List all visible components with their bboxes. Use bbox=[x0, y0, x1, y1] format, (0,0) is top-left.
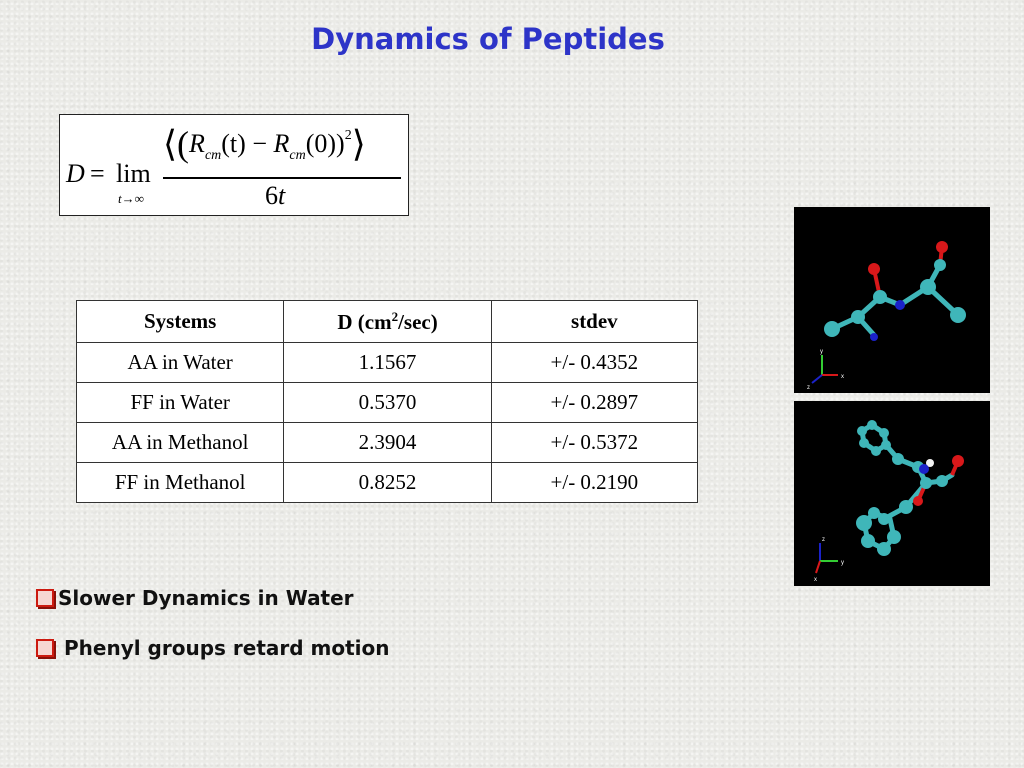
molecule-image-aa bbox=[794, 207, 990, 393]
formula-lhs: D bbox=[66, 159, 85, 188]
formula-t-arg: (t) bbox=[221, 129, 246, 158]
table-row bbox=[77, 343, 698, 383]
cell-d: 0.8252 bbox=[284, 463, 491, 503]
table-row bbox=[77, 463, 698, 503]
molecule-image-ff bbox=[794, 401, 990, 586]
formula-lim: lim bbox=[116, 159, 151, 188]
formula-fraction-bar bbox=[163, 177, 401, 179]
bullet-text: Slower Dynamics in Water bbox=[58, 586, 354, 610]
cell-stdev: +/- 0.4352 bbox=[491, 343, 697, 383]
formula-minus: − bbox=[245, 129, 274, 158]
axis-label-y-1: y bbox=[820, 349, 823, 355]
formula-numerator bbox=[163, 119, 366, 164]
formula-r1: R bbox=[189, 129, 205, 158]
bullet-text: Phenyl groups retard motion bbox=[64, 636, 390, 660]
checkbox-icon bbox=[36, 589, 54, 607]
axis-label-x-2: x bbox=[814, 577, 817, 583]
bullet-item bbox=[36, 636, 390, 660]
formula-denominator bbox=[265, 181, 285, 211]
header-d-sup: 2 bbox=[391, 308, 399, 324]
formula-r2: R bbox=[273, 129, 290, 158]
cell-d: 0.5370 bbox=[284, 383, 491, 423]
checkbox-icon bbox=[36, 639, 54, 657]
table-header-row bbox=[77, 301, 698, 343]
molecule-aa-render bbox=[794, 207, 990, 393]
diffusion-table bbox=[76, 300, 698, 503]
formula-sub1: cm bbox=[204, 148, 222, 163]
bullet-item bbox=[36, 586, 354, 610]
header-stdev: stdev bbox=[491, 301, 697, 343]
cell-system: FF in Water bbox=[77, 383, 284, 423]
formula-lim-subscript: t→∞ bbox=[118, 191, 144, 206]
table-row bbox=[77, 423, 698, 463]
cell-system: FF in Methanol bbox=[77, 463, 284, 503]
cell-stdev: +/- 0.2190 bbox=[491, 463, 697, 503]
diffusion-formula bbox=[59, 114, 409, 216]
formula-power: 2 bbox=[344, 128, 352, 143]
formula-sub2: cm bbox=[289, 148, 306, 163]
cell-system: AA in Water bbox=[77, 343, 284, 383]
header-d-post: /sec) bbox=[398, 309, 438, 334]
cell-stdev: +/- 0.2897 bbox=[491, 383, 697, 423]
cell-stdev: +/- 0.5372 bbox=[491, 423, 697, 463]
table-row bbox=[77, 383, 698, 423]
formula-den-num: 6 bbox=[265, 181, 278, 210]
axis-label-z-1: z bbox=[807, 385, 810, 391]
formula-zero-arg: (0)) bbox=[305, 129, 345, 158]
axis-label-x-1: x bbox=[841, 374, 844, 380]
header-d bbox=[284, 301, 491, 343]
formula-equals: = bbox=[90, 159, 105, 188]
formula-close-bracket: ⟩ bbox=[351, 124, 366, 164]
formula-den-var: t bbox=[278, 181, 286, 210]
cell-d: 2.3904 bbox=[284, 423, 491, 463]
formula-open-bracket: ⟨( bbox=[163, 124, 190, 164]
molecule-ff-render bbox=[794, 401, 990, 586]
header-d-pre: D (cm bbox=[337, 309, 392, 334]
axis-label-y-2: y bbox=[841, 560, 844, 566]
axis-label-z-2: z bbox=[822, 537, 825, 543]
header-systems: Systems bbox=[77, 301, 284, 343]
cell-system: AA in Methanol bbox=[77, 423, 284, 463]
cell-d: 1.1567 bbox=[284, 343, 491, 383]
slide-title: Dynamics of Peptides bbox=[311, 22, 665, 56]
